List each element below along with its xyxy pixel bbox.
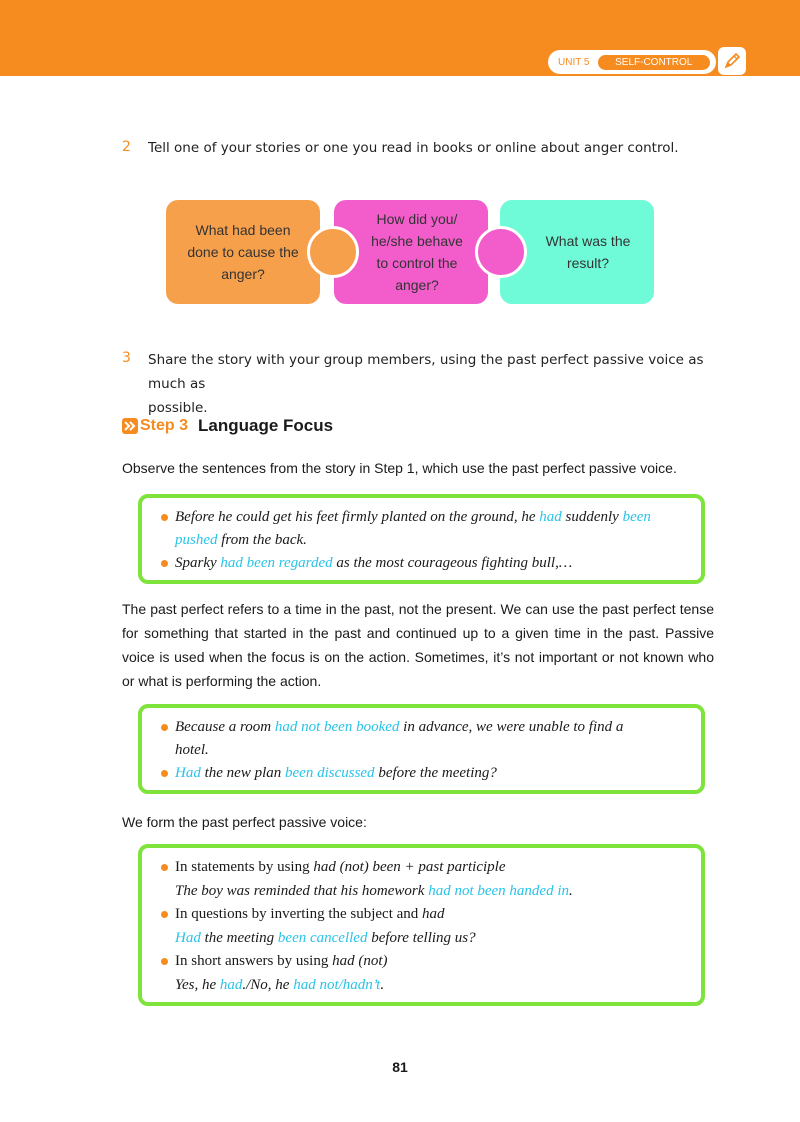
unit-name: SELF-CONTROL: [598, 55, 711, 70]
unit-tab: [548, 50, 716, 74]
question-3-text: [148, 348, 728, 420]
explanation-paragraph: The past perfect refers to a time in the past, not the present. We can use the past perfect tense for something that started in the past and continued up to a given time in the past. Passive voice is used when the focus is on the action. Sometimes, it’s not important or not known who or what is performing the action.: [122, 601, 714, 689]
example-1: Before he could get his feet firmly planted on the ground, he had suddenly been pushed from the back.: [160, 506, 683, 552]
double-chevron-icon: [122, 418, 138, 434]
question-3-line-2: possible.: [148, 400, 208, 416]
step-title: Language Focus: [198, 416, 334, 435]
sample-statement: The boy was reminded that his homework had not been handed in.: [175, 882, 573, 899]
question-number-3: 3: [122, 350, 131, 366]
puzzle-1-line-1: What had been: [195, 222, 291, 238]
pen-icon: [718, 47, 746, 75]
example-4: Had the new plan been discussed before the meeting?: [160, 762, 683, 785]
example-box-1: [138, 494, 705, 584]
puzzle-2-line-4: anger?: [395, 277, 439, 293]
puzzle-3-line-1: What was the: [545, 233, 631, 249]
sample-question: Had the meeting been cancelled before telling us?: [175, 929, 476, 946]
puzzle-2-line-1: How did you/: [376, 211, 458, 227]
page-number: 81: [392, 1059, 408, 1075]
example-3: Because a room had not been booked in advance, we were unable to find a hotel.: [160, 716, 683, 762]
puzzle-knob-2: [475, 226, 527, 278]
question-2-text: Tell one of your stories or one you read in books or online about anger control.: [148, 140, 679, 156]
puzzle-2-line-2: he/she behave: [371, 233, 463, 249]
step-heading: [122, 416, 333, 436]
rule-short-answers: In short answers by using had (not): [160, 950, 683, 974]
rule-statements: In statements by using had (not) been + past participle: [160, 856, 683, 880]
example-2: Sparky had been regarded as the most courageous fighting bull,…: [160, 552, 683, 575]
rules-box: [138, 844, 705, 1006]
question-3-line-1: Share the story with your group members, using the past perfect passive voice as much as: [148, 352, 704, 392]
puzzle-1-line-3: anger?: [221, 266, 265, 282]
puzzle-piece-cause: [166, 200, 320, 304]
unit-label: UNIT 5: [558, 56, 590, 68]
puzzle-knob-1: [307, 226, 359, 278]
question-number-2: 2: [122, 139, 131, 155]
puzzle-1-line-2: done to cause the: [187, 244, 299, 260]
observe-intro: Observe the sentences from the story in Step 1, which use the past perfect passive voice.: [122, 460, 677, 476]
rule-questions: In questions by inverting the subject and had: [160, 903, 683, 927]
form-intro: We form the past perfect passive voice:: [122, 814, 367, 830]
step-label: Step 3: [140, 417, 189, 434]
sample-short-answer: Yes, he had./No, he had not/hadn’t.: [175, 976, 385, 993]
puzzle-2-line-3: to control the: [376, 255, 458, 271]
puzzle-3-line-2: result?: [566, 255, 609, 271]
example-box-2: [138, 704, 705, 794]
